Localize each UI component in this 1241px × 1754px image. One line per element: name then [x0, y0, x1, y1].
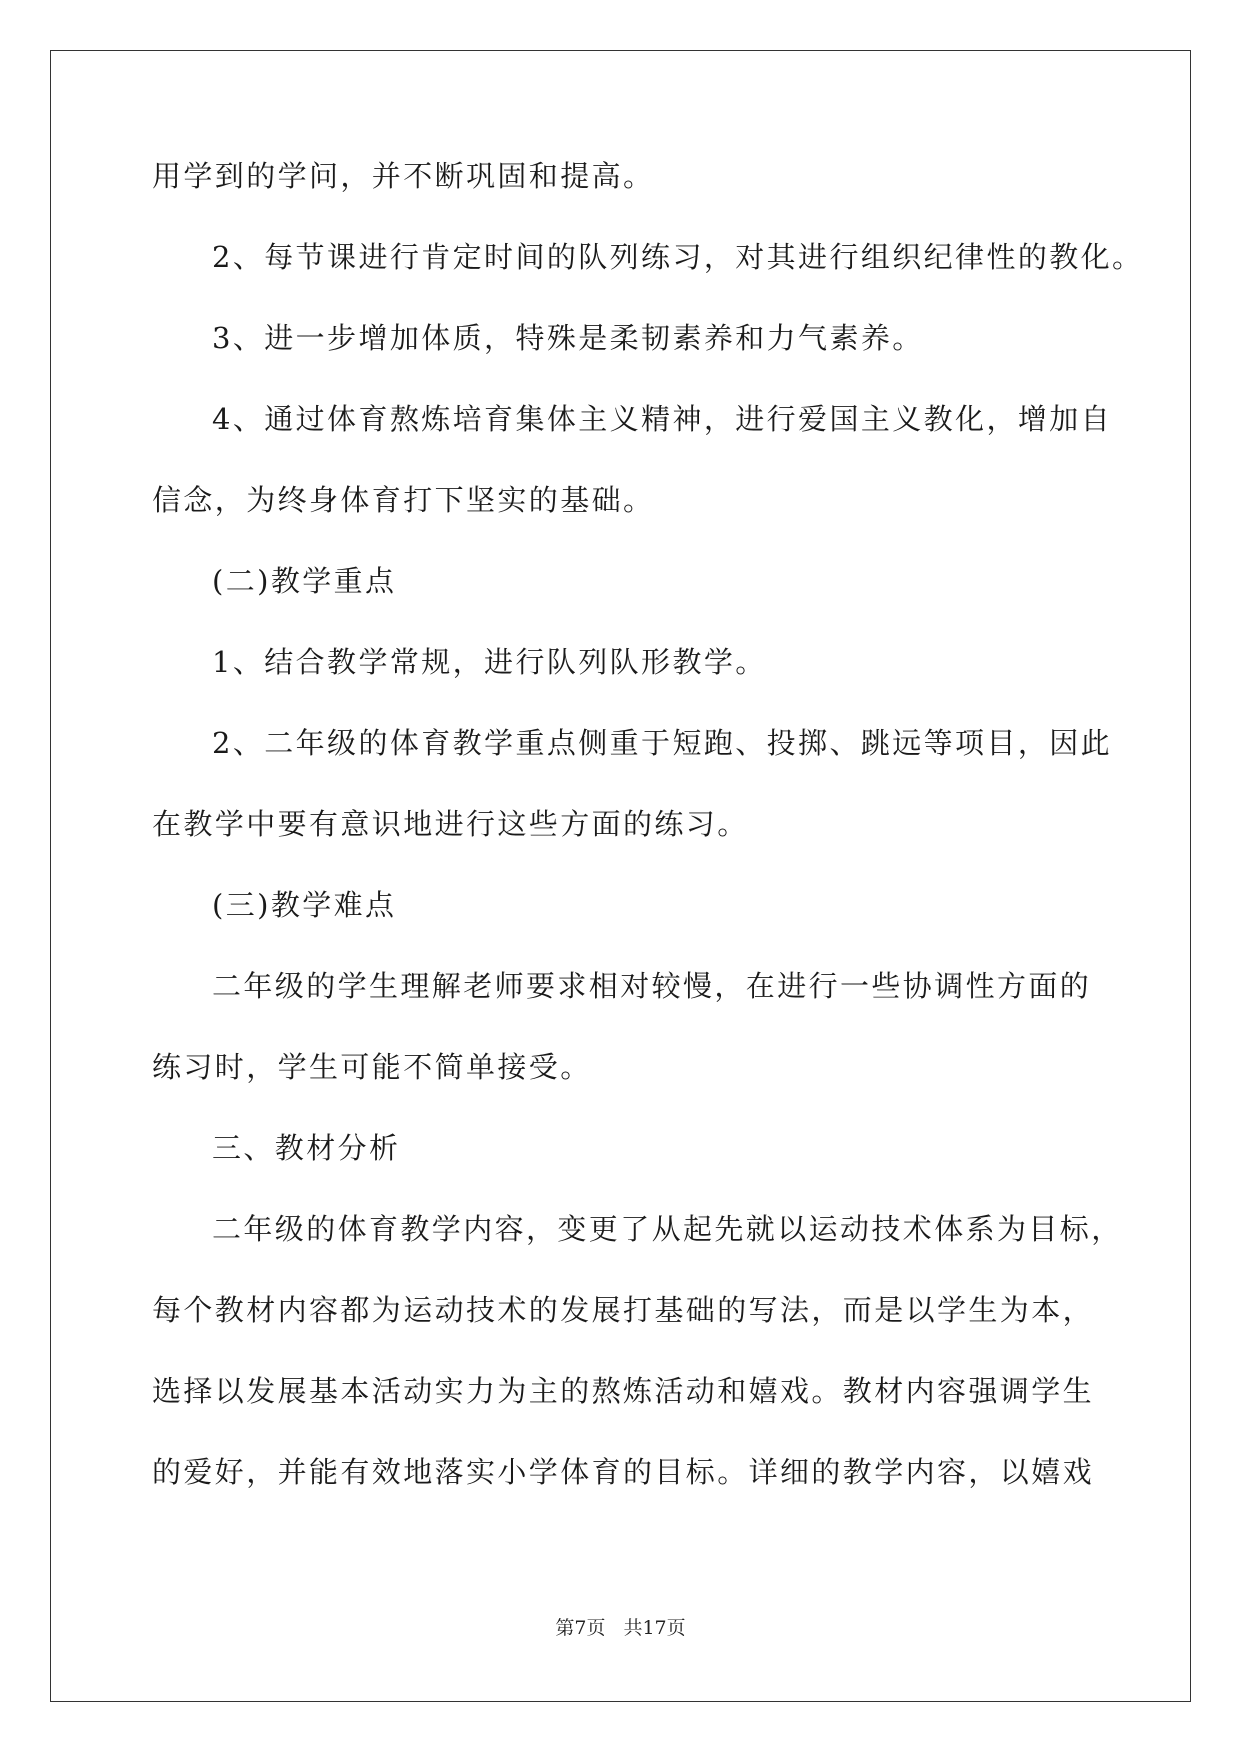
text-line: 在教学中要有意识地进行这些方面的练习。: [152, 807, 749, 841]
text-line: 选择以发展基本活动实力为主的熬炼活动和嬉戏。教材内容强调学生: [152, 1374, 1095, 1408]
page-total: 共17页: [623, 1617, 686, 1639]
text-line: 三、教材分析: [212, 1131, 401, 1165]
page-number: 第7页: [555, 1617, 606, 1639]
text-line: (二)教学重点: [212, 564, 397, 598]
text-line: 每个教材内容都为运动技术的发展打基础的写法，而是以学生为本，: [152, 1293, 1095, 1327]
text-line: 2、二年级的体育教学重点侧重于短跑、投掷、跳远等项目，因此: [212, 726, 1113, 760]
text-line: 的爱好，并能有效地落实小学体育的目标。详细的教学内容，以嬉戏: [152, 1455, 1095, 1489]
text-line: 信念，为终身体育打下坚实的基础。: [152, 483, 655, 517]
text-line: 4、通过体育熬炼培育集体主义精神，进行爱国主义教化，增加自: [212, 402, 1113, 436]
page-footer: [0, 1617, 1241, 1639]
text-line: 二年级的体育教学内容，变更了从起先就以运动技术体系为目标，: [212, 1212, 1123, 1246]
text-line: 用学到的学问，并不断巩固和提高。: [152, 159, 655, 193]
text-line: 2、每节课进行肯定时间的队列练习，对其进行组织纪律性的教化。: [212, 240, 1144, 274]
text-line: 练习时，学生可能不简单接受。: [152, 1050, 592, 1084]
text-line: 二年级的学生理解老师要求相对较慢，在进行一些协调性方面的: [212, 969, 1092, 1003]
text-line: 3、进一步增加体质，特殊是柔韧素养和力气素养。: [212, 321, 924, 355]
text-line: (三)教学难点: [212, 888, 397, 922]
text-line: 1、结合教学常规，进行队列队形教学。: [212, 645, 767, 679]
document-body: [152, 159, 1144, 1539]
